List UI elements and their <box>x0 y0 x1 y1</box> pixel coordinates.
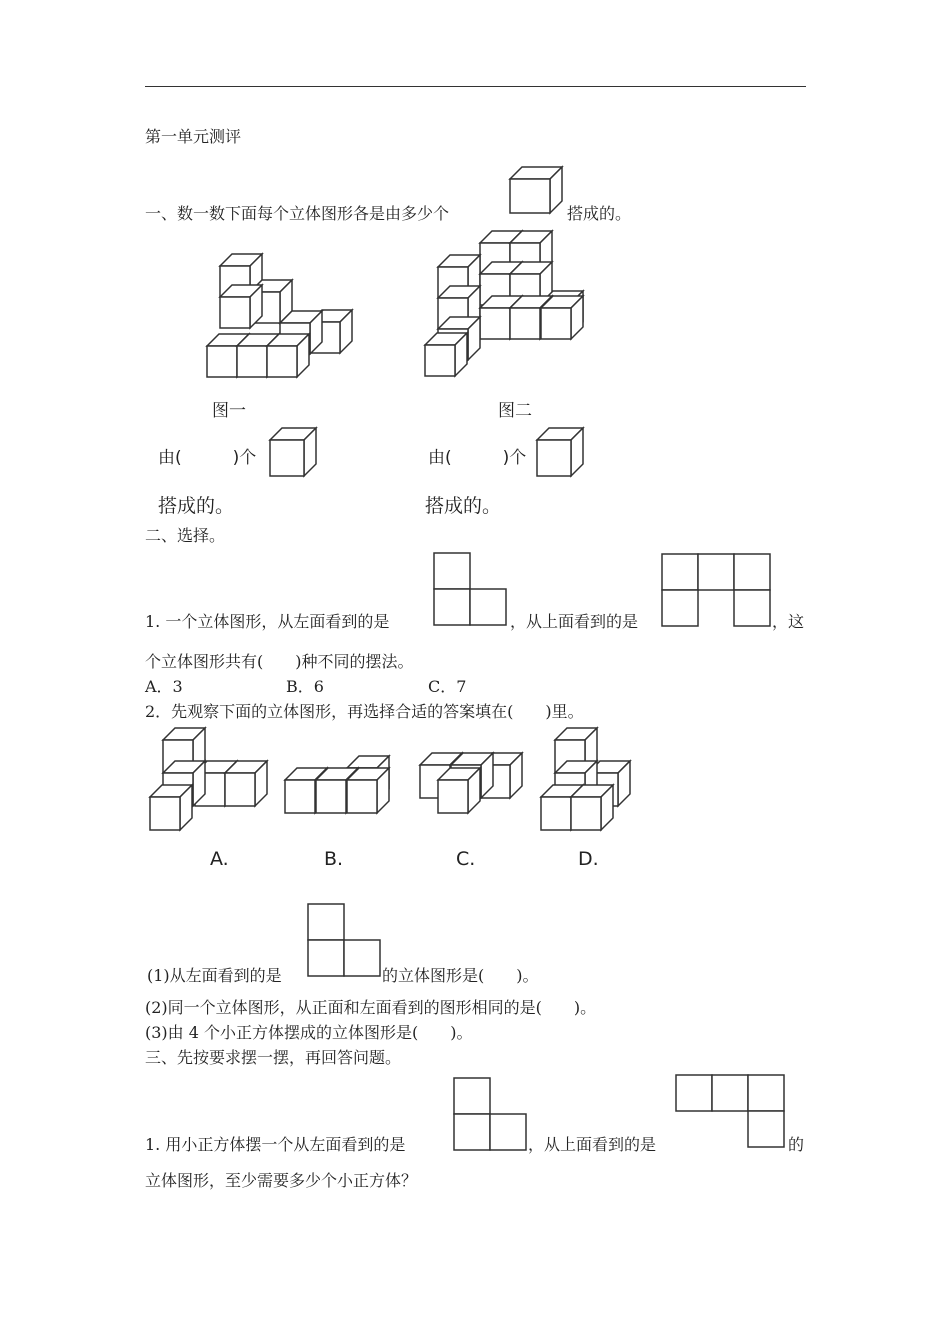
section1-heading-after: 搭成的。 <box>567 204 632 223</box>
section2-heading: 二、选择。 <box>145 526 226 545</box>
option-b: B．6 <box>286 677 324 696</box>
s3-q1-mid: ，从上面看到的是 <box>528 1135 657 1154</box>
section3-heading: 三、先按要求摆一摆，再回答问题。 <box>145 1048 402 1067</box>
fig2-caption: 图二 <box>498 401 532 421</box>
fig1-fill-before: 由( )个 <box>158 448 257 468</box>
s3-q1-before: 1. 用小正方体摆一个从左面看到的是 <box>145 1135 406 1154</box>
fig-label-c: C. <box>456 848 476 870</box>
option-c: C．7 <box>428 677 467 696</box>
s2-q1-before: 1. 一个立体图形，从左面看到的是 <box>145 612 390 631</box>
s2-q1-line2: 个立体图形共有( )种不同的摆法。 <box>145 652 414 671</box>
s2-sub3: (3)由 4 个小正方体摆成的立体图形是( )。 <box>145 1023 473 1042</box>
option-a: A．3 <box>145 677 183 696</box>
s2-q1-after: ，这 <box>772 612 805 631</box>
fig1-caption: 图一 <box>212 401 246 421</box>
fig2-fill-after: 搭成的。 <box>425 495 502 517</box>
s2-sub2: (2)同一个立体图形，从正面和左面看到的图形相同的是( )。 <box>145 998 597 1017</box>
fig1-fill-after: 搭成的。 <box>158 495 235 517</box>
s2-sub1-before: (1)从左面看到的是 <box>147 966 282 985</box>
s3-q1-line2: 立体图形，至少需要多少个小正方体？ <box>145 1171 418 1190</box>
s3-q1-after: 的 <box>788 1135 805 1154</box>
fig-label-b: B. <box>324 848 344 870</box>
fig2-fill-before: 由( )个 <box>428 448 527 468</box>
fig-label-a: A. <box>210 848 229 870</box>
page-title: 第一单元测评 <box>145 127 242 146</box>
s2-q1-mid: ，从上面看到的是 <box>510 612 639 631</box>
section1-heading-before: 一、数一数下面每个立体图形各是由多少个 <box>145 204 450 223</box>
fig-label-d: D. <box>578 848 599 870</box>
s2-q2: 2．先观察下面的立体图形，再选择合适的答案填在( )里。 <box>145 702 584 721</box>
s2-sub1-after: 的立体图形是( )。 <box>382 966 539 985</box>
